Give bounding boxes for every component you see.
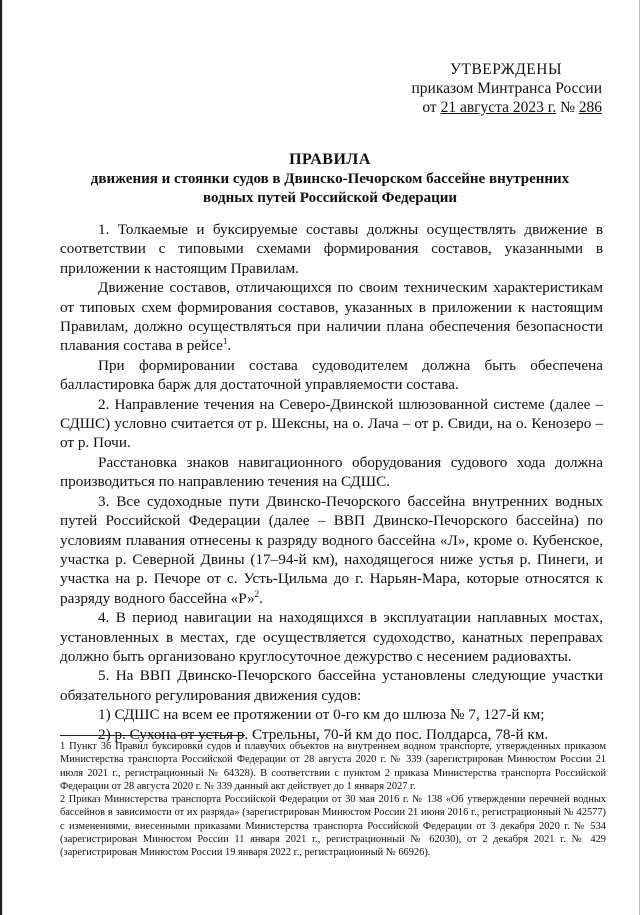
paragraph-6-text: 3. Все судоходные пути Двинско-Печорского бассейна внутренних водных путей Российской Федерации (далее – ВВП Двинско-Печорского бассейна) по условиям плавания отнесены к разряду водного бассейна «Л», кроме о. Кубенское, участка р. Северной Двины (17–94-й км), находящегося ниже устья р. Пинеги, и участка на р. Печоре от с. Усть-Цильма до г. Нарьян-Мара, которые относятся к разряду водного бассейна «Р» xyxy=(60,492,603,607)
approval-num-sign: № xyxy=(556,99,579,116)
approval-title: УТВЕРЖДЕНЫ xyxy=(450,61,562,78)
footnote-ref-2: 2 xyxy=(254,588,260,599)
document-body xyxy=(60,220,603,744)
footnote-2: 2 Приказ Министерства транспорта Российской Федерации от 30 мая 2016 г. № 138 «Об утверждении перечней водных бассейнов в зависимости от их разряда» (зарегистрирован Минюстом России 21 июня 2016 г., регистрационный № 42577) с изменениями, внесенными приказами Министерства транспорта Российской Федерации от 3 декабря 2020 г. № 534 (зарегистрирован Минюстом России 11 января 2021 г., регистрационный № 62030), от 2 декабря 2021 г. № 429 (зарегистрирован Минюстом России 19 января 2022 г., регистрационный № 66926). xyxy=(60,794,606,859)
footnote-1: 1 Пункт 36 Правил буксировки судов и плавучих объектов на внутреннем водном транспорте, утвержденных приказом Министерства транспорта Российской Федерации от 28 августа 2020 г. № 339 (зарегистрирован Минюстом России 21 июля 2021 г., регистрационный № 64328). В соответствии с пунктом 2 приказа Министерства транспорта Российской Федерации от 28 августа 2020 г. № 339 данный акт действует до 1 января 2027 г. xyxy=(60,741,606,792)
paragraph-3: При формировании состава судоводителем должна быть обеспечена балластировка барж для достаточной управляемости состава. xyxy=(60,356,603,394)
document-title-sub-2: водных путей Российской Федерации xyxy=(202,190,458,206)
footnote-ref-1: 1 xyxy=(222,336,228,347)
list-item-1: 1) СДШС на всем ее протяжении от 0-го км до шлюза № 7, 127-й км; xyxy=(98,706,545,724)
paragraph-5: Расстановка знаков навигационного оборудования судового хода должна производиться по направлению течения на СДШС. xyxy=(60,453,603,491)
document-title-sub-1: движения и стоянки судов в Двинско-Печорском бассейне внутренних xyxy=(90,171,570,187)
approval-order: приказом Минтранса России xyxy=(411,80,602,97)
paragraph-8: 5. На ВВП Двинско-Печорского бассейна установлены следующие участки обязательного регулирования движения судов: xyxy=(60,667,603,704)
approval-date: 21 августа 2023 г. xyxy=(440,99,557,116)
approval-stamp xyxy=(402,60,602,117)
approval-from: от xyxy=(422,99,441,116)
paragraph-6-end: . xyxy=(259,589,263,607)
paragraph-4: 2. Направление течения на Северо-Двинской шлюзованной системе (далее – СДШС) условно считается от р. Шексны, на о. Лача – от р. Свиди, на о. Кенозеро – от р. Почи. xyxy=(60,395,603,452)
paragraph-2-end: . xyxy=(227,337,232,355)
paragraph-2 xyxy=(60,278,603,356)
paragraph-2-text: Движение составов, отличающихся по своим техническим характеристикам от типовых схем формирования составов, указанных в приложении к настоящим Правилам, должно осуществляться при наличии плана обеспечения безопасности плавания состава в рейсе xyxy=(60,279,603,355)
paragraph-6 xyxy=(60,492,603,608)
paragraph-7: 4. В период навигации на находящихся в эксплуатации наплавных мостах, установленных в местах, где осуществляется судоходство, канатных переправах должно быть организовано круглосуточное дежурство с несением радиовахты. xyxy=(60,609,603,665)
approval-date-line xyxy=(402,98,602,117)
document-title xyxy=(60,150,600,208)
list-item-2: 2) р. Сухона от устья р. Стрельны, 70-й км до пос. Полдарса, 78-й км. xyxy=(98,725,549,743)
scan-edge-left xyxy=(0,0,6,915)
document-title-main: ПРАВИЛА xyxy=(289,151,371,168)
footnote-divider xyxy=(60,735,245,736)
footnotes xyxy=(60,740,606,860)
approval-number: 286 xyxy=(578,99,602,116)
paragraph-1: 1. Толкаемые и буксируемые составы должны осуществлять движение в соответствии с типовыми схемами формирования составов, указанными в приложении к настоящим Правилам. xyxy=(60,221,603,277)
